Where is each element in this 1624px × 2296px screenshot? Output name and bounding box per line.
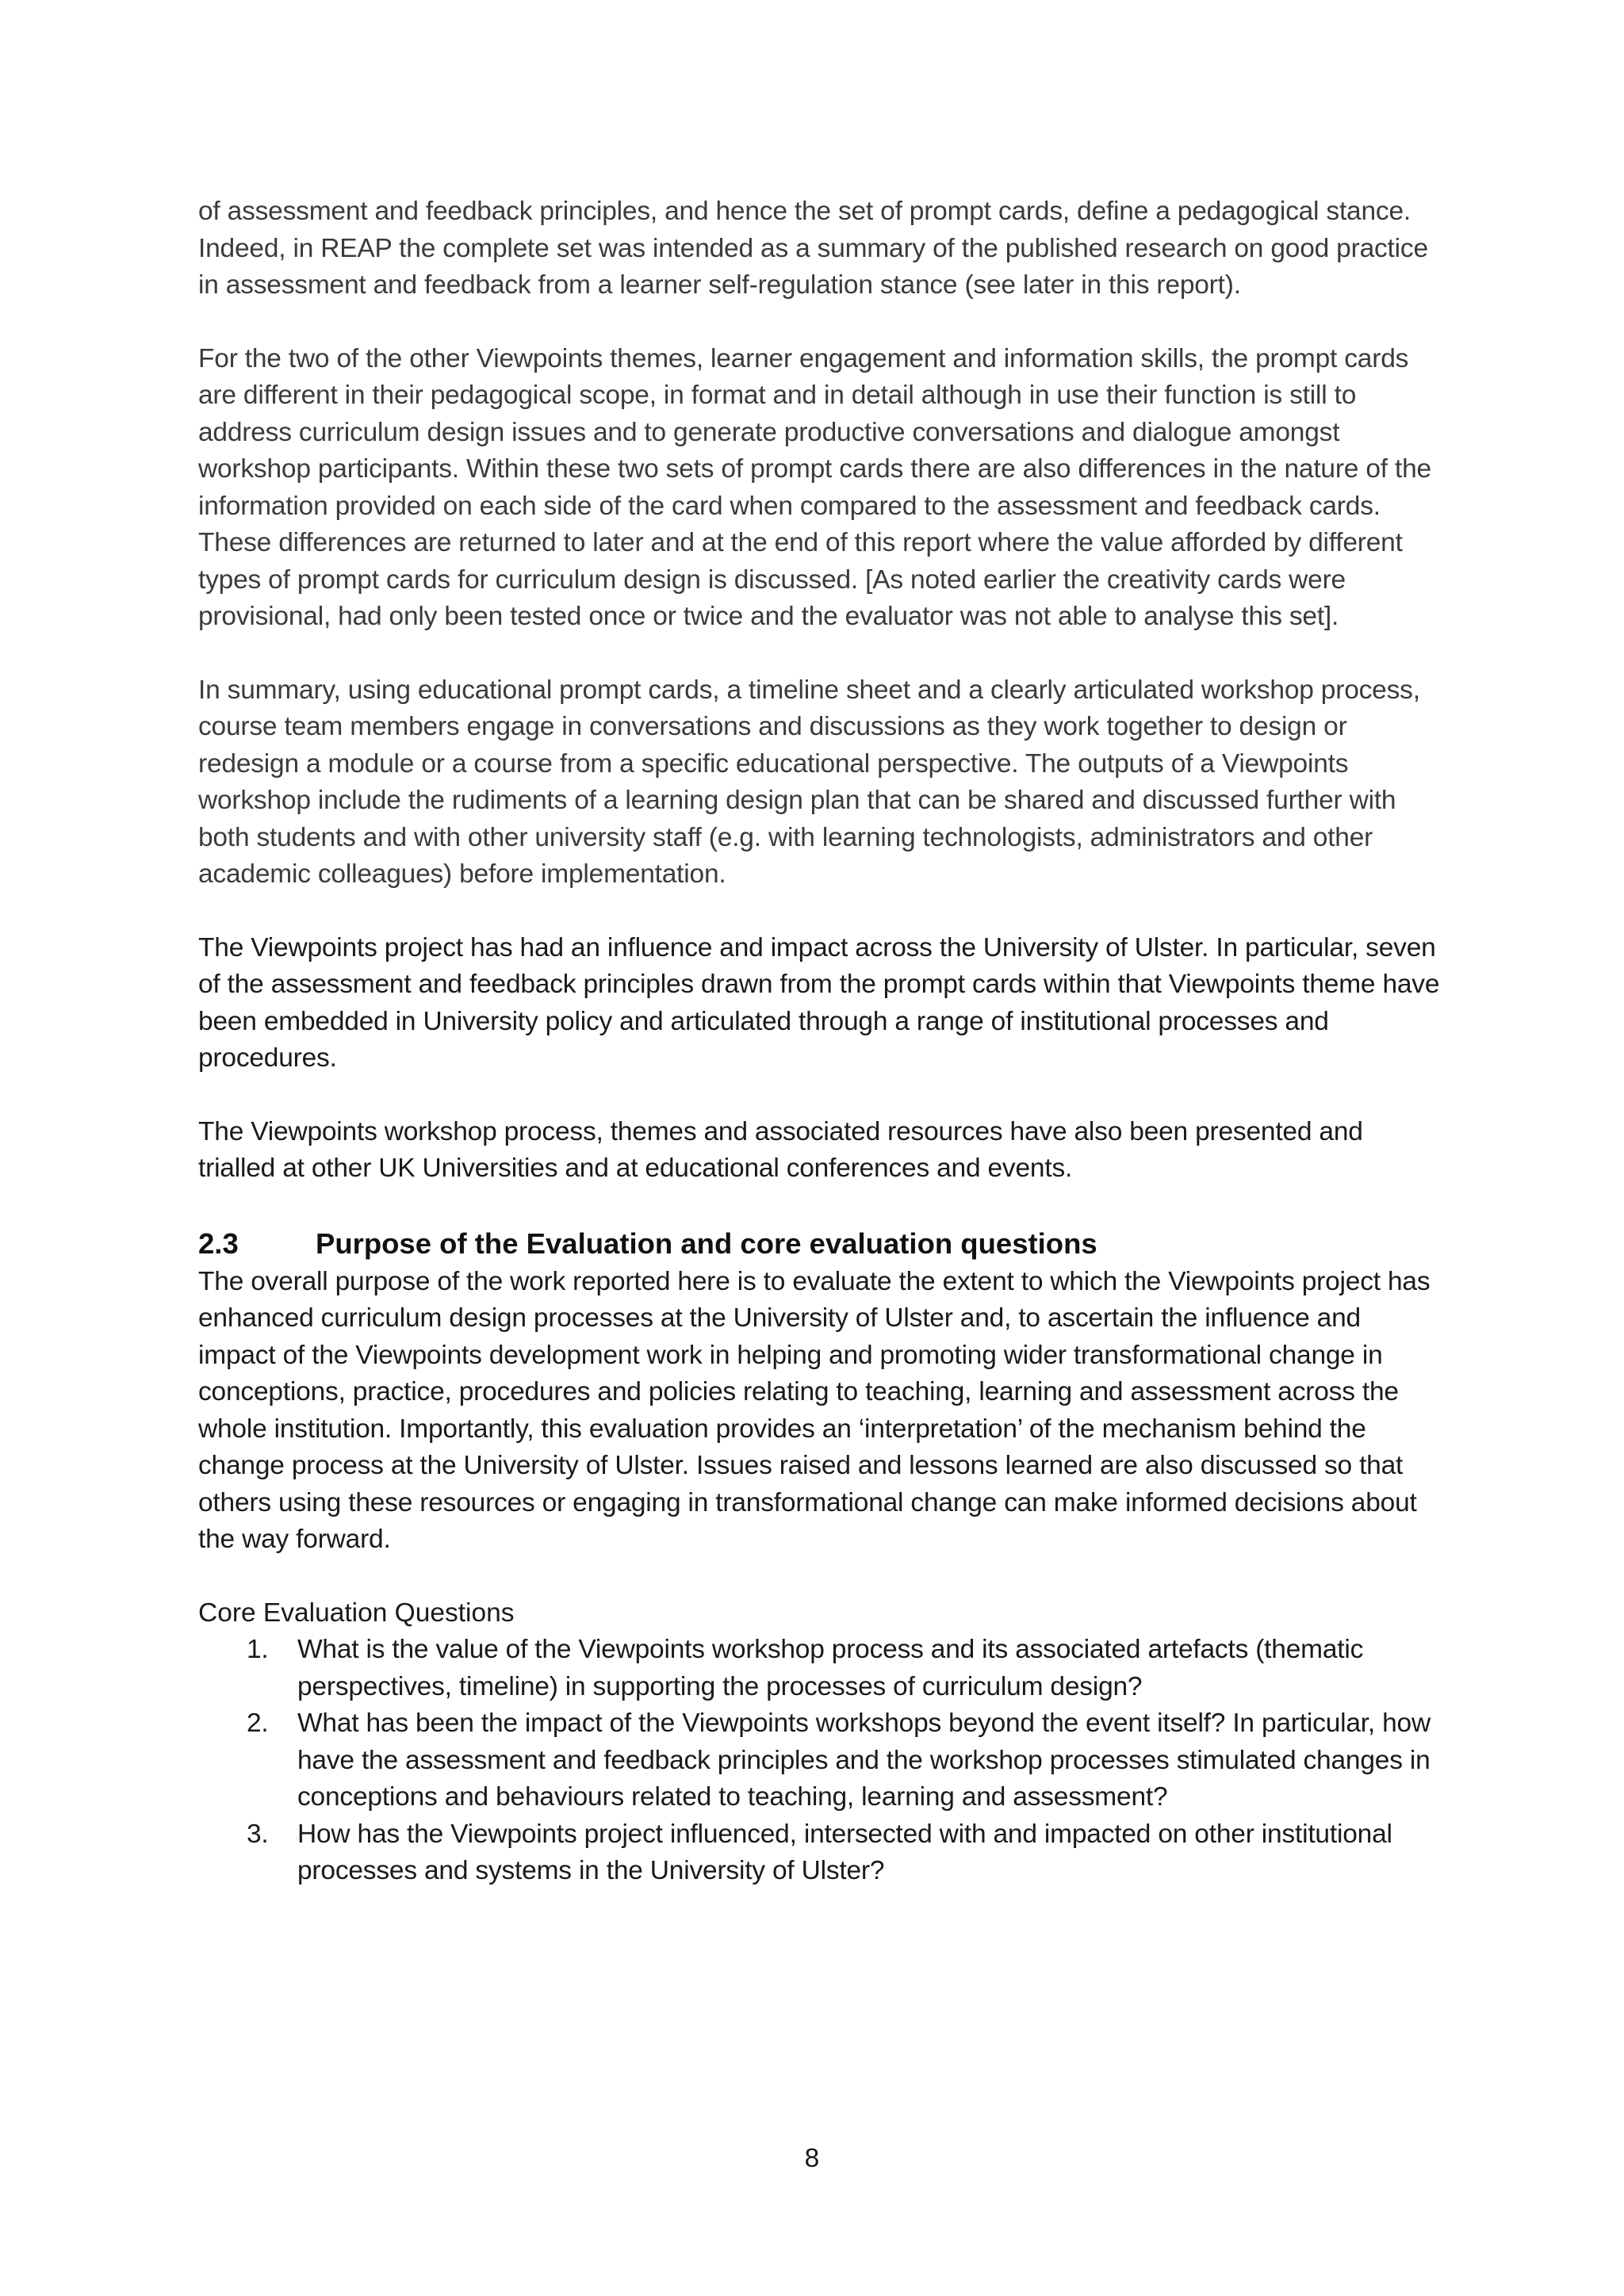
paragraph-presented: The Viewpoints workshop process, themes and associated resources have also been presented and trialled at other UK Universities and at educational conferences and events.	[198, 1116, 1363, 1183]
paragraph-summary: In summary, using educational prompt cards, a timeline sheet and a clearly articulated workshop process, course team members engage in conversations and discussions as they work together to design or redesign a module or a course from a specific educational perspective. The outputs of a Viewpoints workshop include the rudiments of a learning design plan that can be shared and discussed further with both students and with other university staff (e.g. with learning technologists, administrators and other academic colleagues) before implementation.	[198, 675, 1420, 889]
paragraph-other-themes: For the two of the other Viewpoints themes, learner engagement and information skills, the prompt cards are different in their pedagogical scope, in format and in detail although in use their function is still to address curriculum design issues and to generate productive conversations and dialogue amongst workshop participants. Within these two sets of prompt cards there are also differences in the nature of the information provided on each side of the card when compared to the assessment and feedback cards. These differences are returned to later and at the end of this report where the value afforded by different types of prompt cards for curriculum design is discussed. [As noted earlier the creativity cards were provisional, had only been tested once or twice and the evaluator was not able to analyse this set].	[198, 343, 1431, 631]
question-text: What is the value of the Viewpoints workshop process and its associated artefacts (thematic perspectives, timeline) in supporting the processes of curriculum design?	[297, 1635, 1364, 1701]
question-item	[198, 1816, 1443, 1890]
question-number: 1.	[247, 1635, 269, 1664]
section-body: The overall purpose of the work reported here is to evaluate the extent to which the Viewpoints project has enhanced curriculum design processes at the University of Ulster and, to ascertain the influence and impact of the Viewpoints development work in helping and promoting wider transformational change in conceptions, practice, procedures and policies relating to teaching, learning and assessment across the whole institution. Importantly, this evaluation provides an ‘interpretation’ of the mechanism behind the change process at the University of Ulster. Issues raised and lessons learned are also discussed so that others using these resources or engaging in transformational change can make informed decisions about the way forward.	[198, 1266, 1431, 1554]
question-text: How has the Viewpoints project influenced, intersected with and impacted on other institutional processes and systems in the University of Ulster?	[297, 1819, 1392, 1885]
section-heading	[198, 1224, 1443, 1264]
questions-list	[198, 1632, 1443, 1890]
page-number: 8	[804, 2144, 820, 2173]
paragraph-influence: The Viewpoints project has had an influence and impact across the University of Ulster. In particular, seven of the assessment and feedback principles drawn from the prompt cards within that Viewpoints theme have been embedded in University policy and articulated through a range of institutional processes and procedures.	[198, 932, 1440, 1073]
question-item	[198, 1705, 1443, 1816]
document-page	[198, 193, 1443, 1890]
question-number: 2.	[247, 1709, 269, 1738]
questions-label: Core Evaluation Questions	[198, 1598, 515, 1628]
question-item	[198, 1632, 1443, 1705]
section-number: 2.3	[198, 1226, 239, 1260]
section-title: Purpose of the Evaluation and core evaluation questions	[316, 1226, 1097, 1260]
question-text: What has been the impact of the Viewpoints workshops beyond the event itself? In particular, how have the assessment and feedback principles and the workshop processes stimulated changes in conceptions and behaviours related to teaching, learning and assessment?	[297, 1709, 1431, 1812]
question-number: 3.	[247, 1819, 269, 1849]
paragraph-pedagogical-stance: of assessment and feedback principles, and hence the set of prompt cards, define a pedagogical stance. Indeed, in REAP the complete set was intended as a summary of the published research on good practice in assessment and feedback from a learner self-regulation stance (see later in this report).	[198, 197, 1428, 300]
